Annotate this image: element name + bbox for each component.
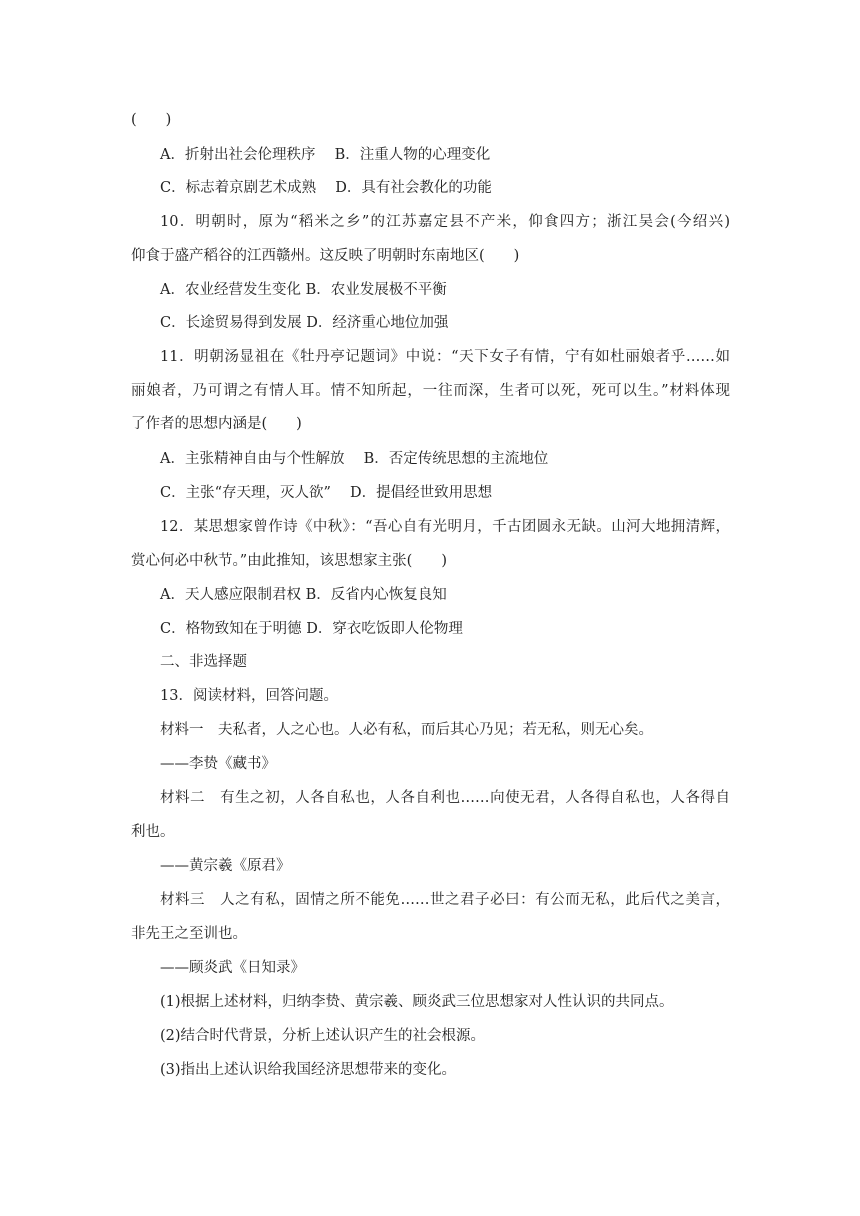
q9-options-cd: C．标志着京剧艺术成熟 D．具有社会教化的功能	[160, 180, 492, 196]
q12-options-cd: C．格物致知在于明德 D．穿衣吃饭即人伦物理	[160, 621, 463, 637]
material-1: 材料一 夫私者，人之心也。人必有私，而后其心乃见；若无私，则无心矣。	[160, 722, 653, 738]
material-1-source: ——李贽《藏书》	[160, 756, 276, 772]
q11-options-ab: A．主张精神自由与个性解放 B．否定传统思想的主流地位	[160, 451, 549, 467]
q11-stem-line2: 丽娘者，乃可谓之有情人耳。情不知所起，一往而深，生者可以死，死可以生。”材料体现	[131, 383, 730, 399]
q11-stem-line1: 11．明朝汤显祖在《牡丹亭记题词》中说：“天下女子有情，宁有如杜丽娘者乎……如	[160, 349, 730, 365]
q13-sub-question-1: (1)根据上述材料，归纳李贽、黄宗羲、顾炎武三位思想家对人性认识的共同点。	[160, 994, 674, 1010]
q13-intro: 13．阅读材料，回答问题。	[160, 688, 338, 704]
q12-options-ab: A．天人感应限制君权 B．反省内心恢复良知	[160, 587, 447, 603]
material-2-line2: 利也。	[131, 824, 175, 840]
material-3-line2: 非先王之至训也。	[131, 926, 247, 942]
q12-stem-line1: 12．某思想家曾作诗《中秋》：“吾心自有光明月，千古团圆永无缺。山河大地拥清辉，	[160, 519, 730, 535]
q9-options-ab: A．折射出社会伦理秩序 B．注重人物的心理变化	[160, 147, 491, 163]
q10-options-ab: A．农业经营发生变化 B．农业发展极不平衡	[160, 282, 447, 298]
material-3-source: ——顾炎武《日知录》	[160, 960, 305, 976]
q10-stem-line2: 仰食于盛产稻谷的江西赣州。这反映了明朝时东南地区( )	[131, 248, 520, 264]
q12-stem-line2: 赏心何必中秋节。”由此推知，该思想家主张( )	[131, 553, 447, 569]
q13-sub-question-3: (3)指出上述认识给我国经济思想带来的变化。	[160, 1062, 457, 1078]
q9-answer-paren: ( )	[131, 112, 172, 128]
section-title: 二、非选择题	[160, 654, 247, 670]
material-3-line1: 材料三 人之有私，固情之所不能免……世之君子必曰：有公而无私，此后代之美言，	[160, 892, 730, 908]
q11-options-cd: C．主张“存天理，灭人欲” D．提倡经世致用思想	[160, 485, 493, 501]
q13-sub-question-2: (2)结合时代背景，分析上述认识产生的社会根源。	[160, 1028, 486, 1044]
q11-stem-line3: 了作者的思想内涵是( )	[131, 416, 302, 432]
q10-stem-line1: 10．明朝时，原为“稻米之乡”的江苏嘉定县不产米，仰食四方；浙江吴会(今绍兴)	[160, 214, 730, 230]
material-2-line1: 材料二 有生之初，人各自私也，人各自利也……向使无君，人各得自私也，人各得自	[160, 790, 730, 806]
q10-options-cd: C．长途贸易得到发展 D．经济重心地位加强	[160, 315, 449, 331]
material-2-source: ——黄宗羲《原君》	[160, 858, 291, 874]
